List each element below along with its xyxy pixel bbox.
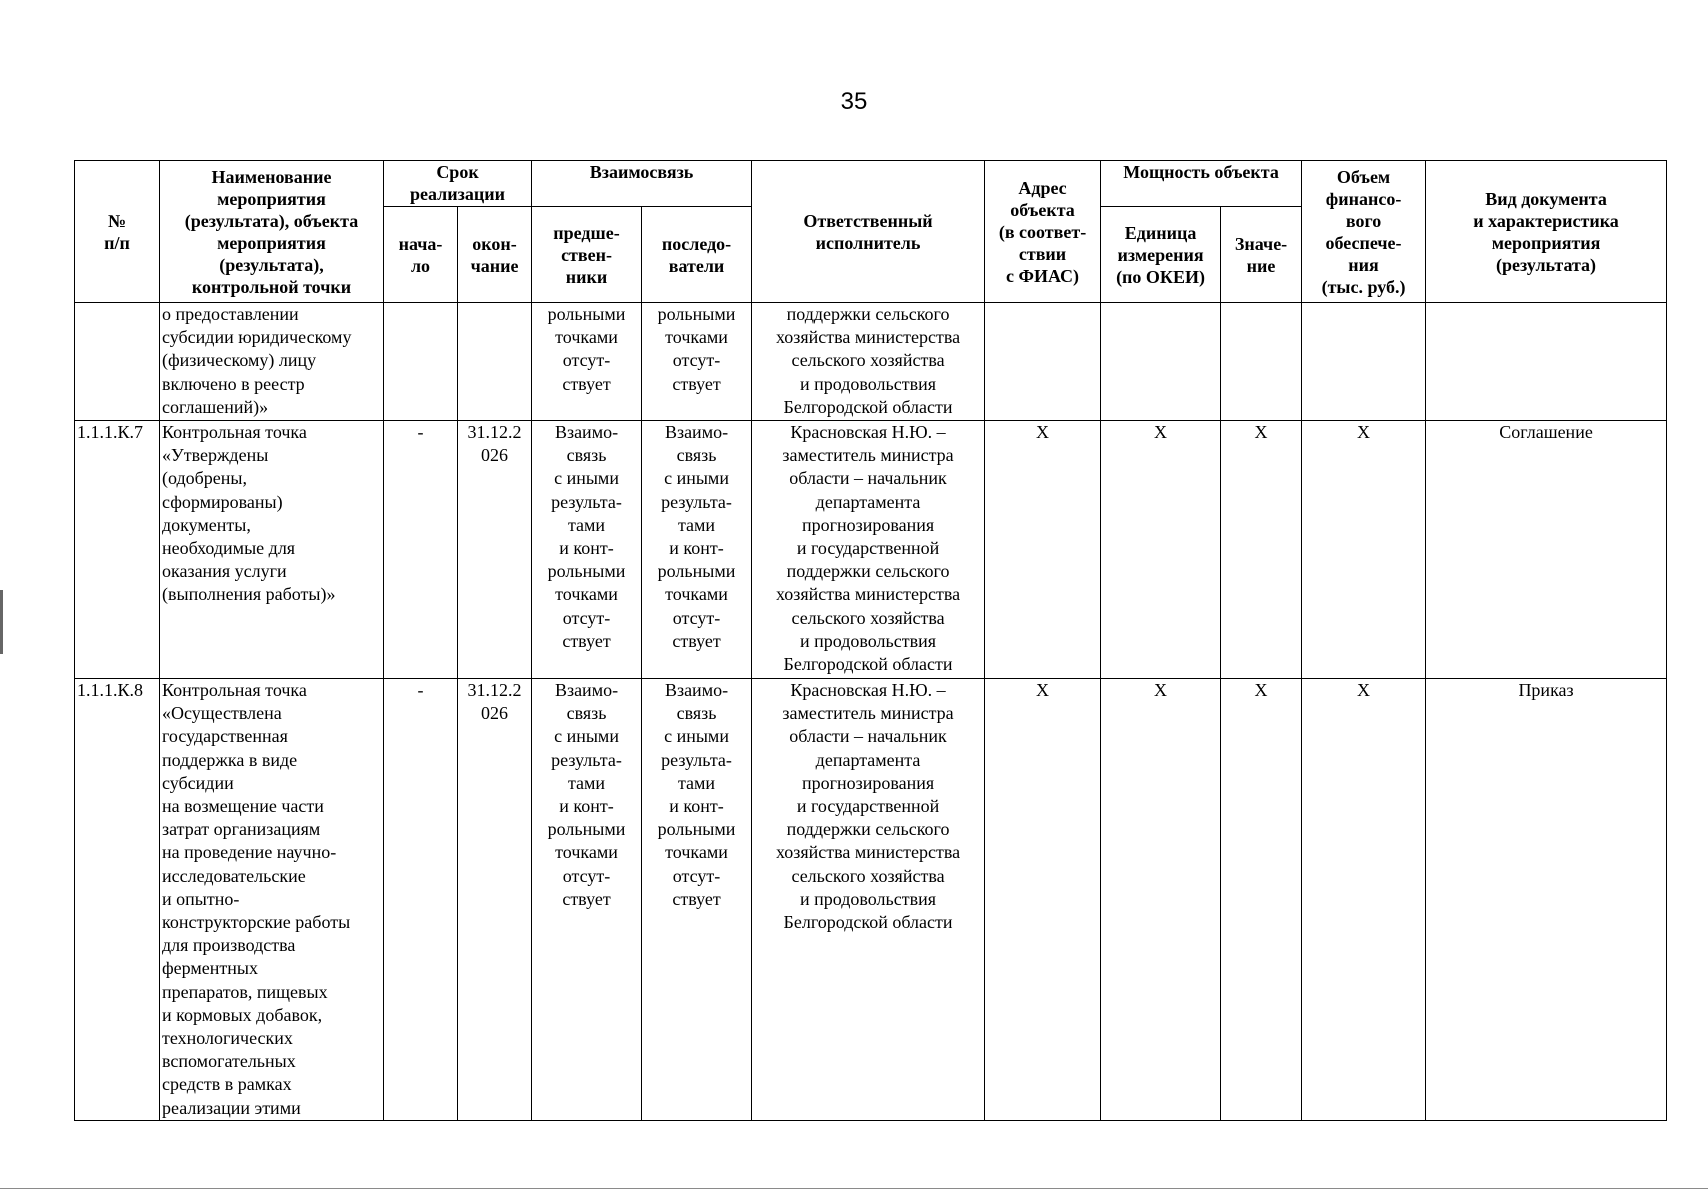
text-line: ватели: [668, 255, 725, 276]
text-line: ствует: [672, 373, 721, 394]
cell-executor: [752, 679, 985, 1121]
text-line: (физическому) лицу: [162, 350, 317, 371]
text-line: Взаимо-: [554, 422, 619, 442]
text-line: (результата): [1496, 254, 1597, 275]
header-unit: [1101, 207, 1221, 303]
text-line: последо-: [661, 233, 732, 254]
header-start: [384, 207, 458, 303]
text-line: вого: [1345, 210, 1382, 231]
text-line: оказания услуги: [162, 561, 287, 582]
text-line: и характеристика: [1473, 210, 1619, 231]
cell-start: -: [384, 679, 458, 1121]
text-line: Белгородской области: [783, 396, 953, 417]
text-line: Вид документа: [1485, 188, 1607, 209]
text-line: отсут-: [672, 607, 721, 628]
text-line: результа-: [551, 491, 622, 512]
text-line: 026: [481, 703, 508, 724]
text-line: и государственной: [796, 538, 940, 559]
text-line: для производства: [162, 935, 296, 956]
text-line: ствует: [672, 888, 721, 909]
table-row-continued: [75, 303, 1667, 421]
header-successors: [642, 207, 752, 303]
text-line: с иными: [664, 726, 729, 747]
text-line: точками: [555, 842, 618, 863]
cell-document-type: [1426, 303, 1667, 421]
text-line: и конт-: [559, 796, 614, 817]
text-line: прогнозирования: [801, 514, 935, 535]
text-line: и опытно-: [162, 888, 240, 909]
cell-address: X: [985, 421, 1101, 679]
text-line: Объем: [1336, 166, 1391, 187]
text-line: исполнитель: [815, 232, 921, 253]
text-line: на возмещение части: [162, 796, 324, 817]
text-line: Взаимо-: [664, 680, 729, 700]
text-line: Адрес: [1018, 177, 1067, 198]
text-line: тами: [677, 772, 716, 793]
text-line: ние: [1246, 255, 1276, 276]
text-line: конструкторские работы: [162, 912, 351, 933]
text-line: обеспече-: [1325, 232, 1402, 253]
text-line: с иными: [554, 468, 619, 489]
text-line: прогнозирования: [801, 772, 935, 793]
text-line: поддержка в виде: [162, 749, 298, 770]
text-line: рольными: [657, 561, 736, 582]
text-line: государственная: [162, 726, 288, 747]
text-line: о предоставлении: [162, 304, 299, 324]
text-line: вспомогательных: [162, 1051, 296, 1072]
text-line: результа-: [661, 749, 732, 770]
text-line: тами: [677, 514, 716, 535]
text-line: 026: [481, 445, 508, 466]
text-line: окон-: [472, 233, 517, 254]
text-line: поддержки сельского: [786, 819, 950, 840]
text-line: и продовольствия: [800, 373, 937, 394]
text-line: (выполнения работы)»: [162, 584, 336, 605]
text-line: ствует: [562, 373, 611, 394]
text-line: рольными: [657, 304, 736, 324]
text-line: с иными: [664, 468, 729, 489]
cell-successors: [642, 421, 752, 679]
text-line: тами: [567, 772, 606, 793]
cell-finance: [1302, 303, 1426, 421]
cell-end: [458, 679, 532, 1121]
table-row-1-1-1-k7: [75, 421, 1667, 679]
cell-executor: [752, 303, 985, 421]
text-line: технологических: [162, 1028, 293, 1049]
text-line: сельского хозяйства: [791, 865, 945, 886]
text-line: «Утверждены: [162, 445, 269, 466]
text-line: рольными: [657, 819, 736, 840]
text-line: Контрольная точка: [162, 422, 307, 442]
cell-start: [384, 303, 458, 421]
text-line: области – начальник: [789, 726, 947, 747]
text-line: документы,: [162, 514, 251, 535]
cell-event-name: [160, 303, 384, 421]
text-line: измерения: [1117, 244, 1204, 265]
cell-finance: X: [1302, 421, 1426, 679]
cell-value: X: [1221, 679, 1302, 1121]
text-line: чание: [470, 255, 519, 276]
text-line: «Осуществлена: [162, 703, 282, 724]
text-line: ния: [1348, 254, 1379, 275]
text-line: и кормовых добавок,: [162, 1004, 323, 1025]
text-line: и конт-: [669, 538, 724, 559]
cell-executor: [752, 421, 985, 679]
text-line: тами: [567, 514, 606, 535]
cell-document-type: Приказ: [1426, 679, 1667, 1121]
text-line: точками: [665, 842, 728, 863]
text-line: точками: [665, 327, 728, 348]
cell-value: [1221, 303, 1302, 421]
text-line: с ФИАС): [1006, 265, 1080, 286]
header-number: [75, 161, 160, 303]
scan-edge-mark: [0, 590, 3, 654]
text-line: №: [107, 210, 127, 231]
text-line: связь: [676, 445, 717, 466]
text-line: контрольной точки: [191, 276, 352, 297]
header-term: [384, 161, 532, 207]
header-finance: [1302, 161, 1426, 303]
text-line: хозяйства министерства: [775, 327, 961, 348]
text-line: Красновская Н.Ю. –: [790, 422, 946, 442]
text-line: результа-: [661, 491, 732, 512]
text-line: ники: [565, 266, 608, 287]
text-line: (одобрены,: [162, 468, 248, 489]
scan-edge-line: [0, 1188, 1708, 1189]
cell-number: 1.1.1.К.8: [75, 679, 160, 1121]
text-line: ствует: [562, 630, 611, 651]
cell-finance: X: [1302, 679, 1426, 1121]
text-line: Взаимо-: [554, 680, 619, 700]
text-line: отсут-: [672, 350, 721, 371]
text-line: отсут-: [562, 865, 611, 886]
plan-table: [74, 160, 1667, 1121]
page-number: 35: [840, 88, 868, 115]
text-line: связь: [566, 703, 607, 724]
cell-predecessors: [532, 303, 642, 421]
text-line: реализации: [410, 184, 505, 204]
text-line: Срок: [436, 162, 479, 182]
text-line: Красновская Н.Ю. –: [790, 680, 946, 700]
text-line: 31.12.2: [467, 422, 522, 442]
text-line: Ответственный: [803, 210, 933, 231]
text-line: ферментных: [162, 958, 258, 979]
header-event-name: [160, 161, 384, 303]
text-line: затрат организациям: [162, 819, 321, 840]
text-line: заместитель министра: [782, 703, 954, 724]
text-line: мероприятия: [217, 188, 326, 209]
text-line: точками: [555, 584, 618, 605]
cell-unit: X: [1101, 421, 1221, 679]
table-row-1-1-1-k8: [75, 679, 1667, 1121]
text-line: с иными: [554, 726, 619, 747]
table-header: [75, 161, 1667, 303]
cell-address: X: [985, 679, 1101, 1121]
text-line: Белгородской области: [783, 912, 953, 933]
text-line: сельского хозяйства: [791, 607, 945, 628]
text-line: включено в реестр: [162, 373, 305, 394]
text-line: 31.12.2: [467, 680, 522, 700]
text-line: связь: [566, 445, 607, 466]
text-line: хозяйства министерства: [775, 584, 961, 605]
text-line: результа-: [551, 749, 622, 770]
text-line: и государственной: [796, 796, 940, 817]
text-line: департамента: [815, 749, 921, 770]
cell-number: 1.1.1.К.7: [75, 421, 160, 679]
text-line: субсидии: [162, 772, 234, 793]
text-line: нача-: [398, 233, 443, 254]
text-line: департамента: [815, 491, 921, 512]
text-line: (по ОКЕИ): [1116, 266, 1205, 287]
header-value: [1221, 207, 1302, 303]
text-line: и конт-: [669, 796, 724, 817]
header-executor: [752, 161, 985, 303]
text-line: (результата), объекта: [184, 210, 359, 231]
cell-start: -: [384, 421, 458, 679]
text-line: препаратов, пищевых: [162, 981, 328, 1002]
text-line: Единица: [1124, 222, 1197, 243]
text-line: Значе-: [1234, 233, 1288, 254]
text-line: отсут-: [562, 607, 611, 628]
text-line: и продовольствия: [800, 630, 937, 651]
header-relation: Взаимосвязь: [532, 161, 752, 207]
text-line: мероприятия: [1491, 232, 1601, 253]
cell-unit: X: [1101, 679, 1221, 1121]
text-line: средств в рамках: [162, 1074, 292, 1095]
text-line: отсут-: [672, 865, 721, 886]
text-line: рольными: [547, 304, 626, 324]
cell-predecessors: [532, 421, 642, 679]
header-capacity: Мощность объекта: [1101, 161, 1302, 207]
text-line: ствует: [562, 888, 611, 909]
cell-event-name: [160, 679, 384, 1121]
cell-address: [985, 303, 1101, 421]
text-line: ствии: [1018, 243, 1067, 264]
text-line: точками: [555, 327, 618, 348]
text-line: ствует: [672, 630, 721, 651]
text-line: ло: [410, 255, 431, 276]
text-line: (тыс. руб.): [1321, 276, 1406, 297]
text-line: исследовательские: [162, 865, 306, 886]
cell-event-name: [160, 421, 384, 679]
text-line: п/п: [104, 232, 130, 253]
text-line: ствен-: [561, 244, 612, 265]
text-line: заместитель министра: [782, 445, 954, 466]
text-line: Контрольная точка: [162, 680, 307, 700]
cell-end: [458, 303, 532, 421]
text-line: Наименование: [211, 166, 332, 187]
text-line: соглашений)»: [162, 396, 269, 417]
text-line: необходимые для: [162, 538, 296, 559]
text-line: связь: [676, 703, 717, 724]
text-line: области – начальник: [789, 468, 947, 489]
cell-successors: [642, 679, 752, 1121]
text-line: и конт-: [559, 538, 614, 559]
text-line: мероприятия: [217, 232, 326, 253]
header-document-type: [1426, 161, 1667, 303]
header-predecessors: [532, 207, 642, 303]
text-line: объекта: [1010, 199, 1075, 220]
text-line: поддержки сельского: [786, 304, 950, 324]
cell-successors: [642, 303, 752, 421]
text-line: рольными: [547, 819, 626, 840]
text-line: хозяйства министерства: [775, 842, 961, 863]
table-body: [75, 303, 1667, 1121]
text-line: (результата),: [219, 254, 324, 275]
text-line: (в соответ-: [998, 221, 1087, 242]
cell-number: [75, 303, 160, 421]
text-line: поддержки сельского: [786, 561, 950, 582]
text-line: предше-: [553, 222, 620, 243]
text-line: реализации этими: [162, 1097, 301, 1118]
cell-end: [458, 421, 532, 679]
text-line: на проведение научно-: [162, 842, 337, 863]
text-line: сельского хозяйства: [791, 350, 945, 371]
text-line: отсут-: [562, 350, 611, 371]
cell-predecessors: [532, 679, 642, 1121]
text-line: рольными: [547, 561, 626, 582]
text-line: точками: [665, 584, 728, 605]
header-end: [458, 207, 532, 303]
header-address: [985, 161, 1101, 303]
cell-document-type: Соглашение: [1426, 421, 1667, 679]
text-line: субсидии юридическому: [162, 327, 352, 348]
text-line: сформированы): [162, 491, 283, 512]
text-line: финансо-: [1325, 188, 1402, 209]
cell-value: X: [1221, 421, 1302, 679]
text-line: Взаимо-: [664, 422, 729, 442]
text-line: и продовольствия: [800, 888, 937, 909]
cell-unit: [1101, 303, 1221, 421]
text-line: Белгородской области: [783, 654, 953, 675]
